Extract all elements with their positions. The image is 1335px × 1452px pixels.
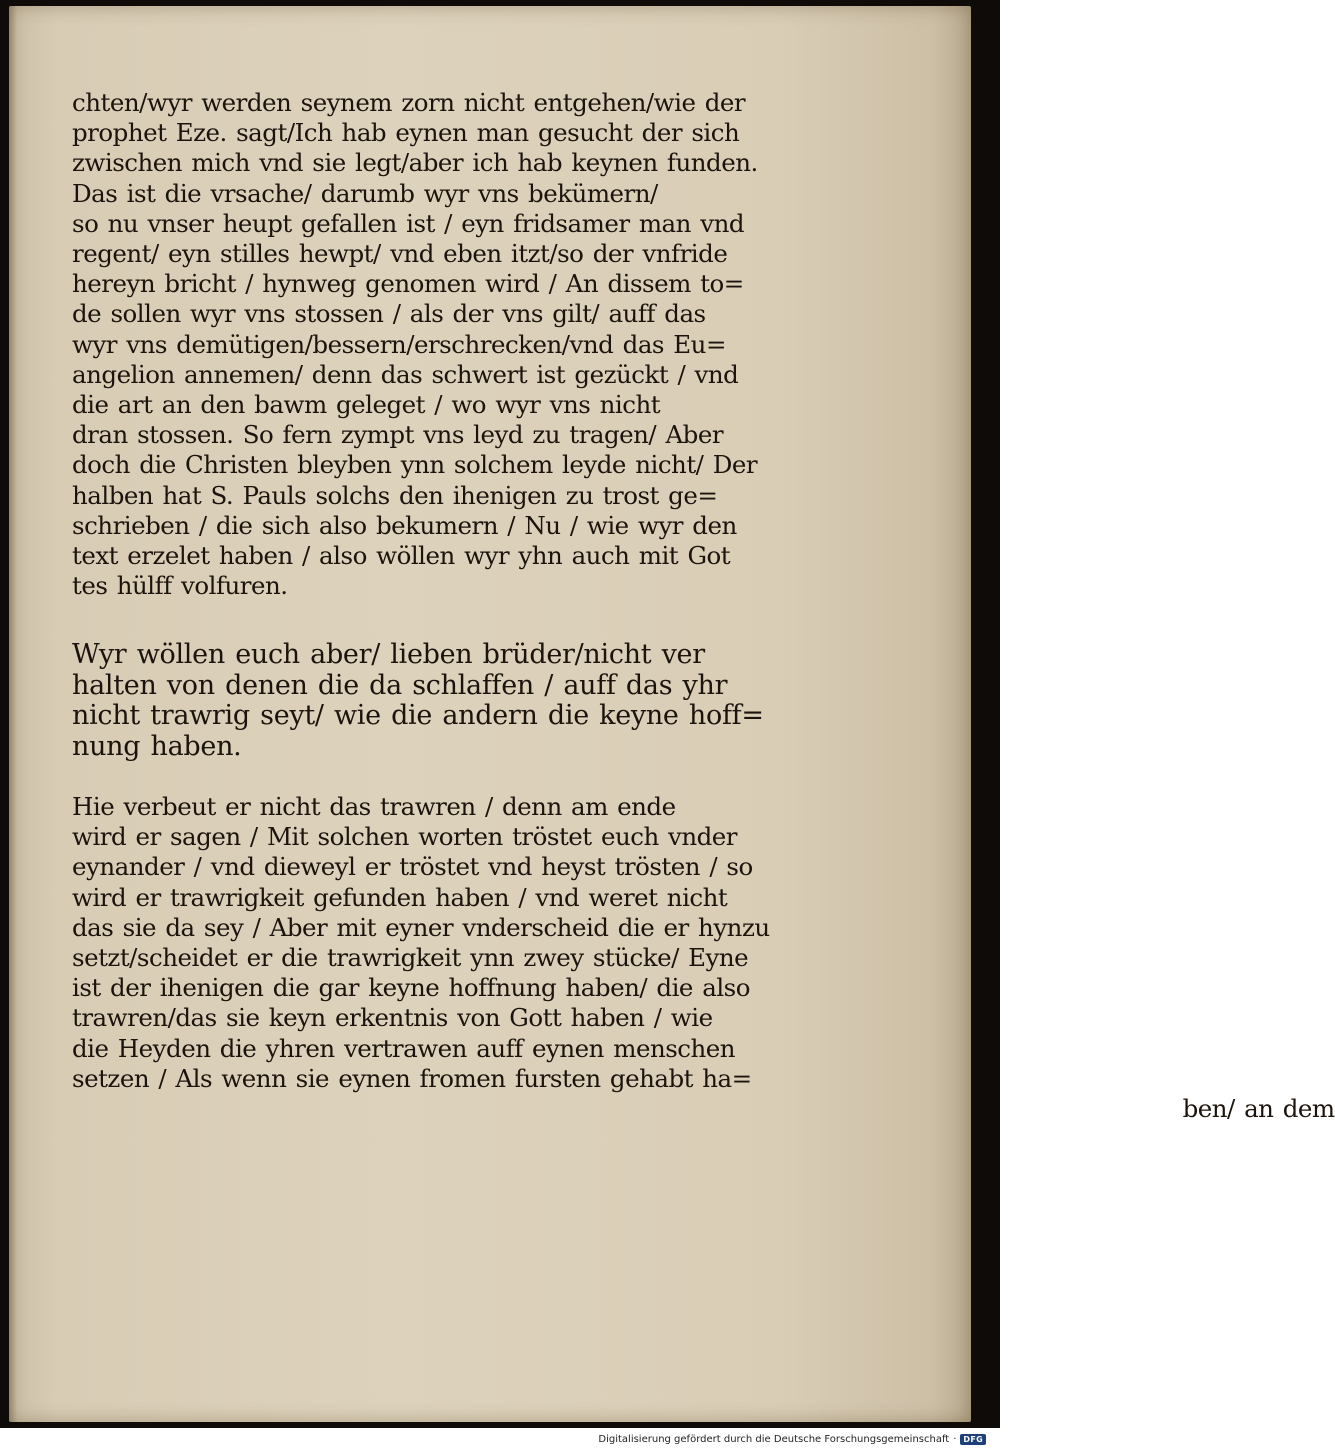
quote-line: nung haben.	[72, 730, 242, 762]
text-line: halben hat S. Pauls solchs den ihenigen zu trost ge=	[72, 480, 718, 510]
text-line: dran stossen. So fern zympt vns leyd zu tragen/ Aber	[72, 420, 724, 450]
text-block-intro	[72, 88, 758, 601]
dfg-logo-icon: DFG	[960, 1434, 986, 1445]
text-line: wird er sagen / Mit solchen worten tröstet euch vnder	[72, 822, 738, 852]
text-line: text erzelet haben / also wöllen wyr yhn auch mit Got	[72, 541, 731, 571]
text-line: de sollen wyr vns stossen / als der vns gilt/ auff das	[72, 299, 706, 329]
page-gutter-shadow	[9, 6, 17, 1422]
text-line: chten/wyr werden seynem zorn nicht entgehen/wie der	[72, 88, 746, 117]
quote-line: halten von denen die da schlaffen / auff das yhr	[72, 669, 728, 701]
text-line: Hie verbeut er nicht das trawren / denn am ende	[72, 792, 676, 821]
text-line: so nu vnser heupt gefallen ist / eyn fridsamer man vnd	[72, 208, 745, 238]
catchword: ben/ an dem	[1182, 1094, 1335, 1124]
funding-credit-text: Digitalisierung gefördert durch die Deutsche Forschungsgemeinschaft	[598, 1433, 950, 1445]
text-line: setzt/scheidet er die trawrigkeit ynn zwey stücke/ Eyne	[72, 943, 749, 973]
quote-line: nicht trawrig seyt/ wie die andern die keyne hoff=	[72, 700, 764, 731]
text-line: das sie da sey / Aber mit eyner vnderscheid die er hynzu	[72, 912, 770, 942]
funding-credit	[598, 1432, 986, 1446]
text-line: regent/ eyn stilles hewpt/ vnd eben itzt/so der vnfride	[72, 239, 728, 269]
text-line: trawren/das sie keyn erkentnis von Gott haben / wie	[72, 1003, 713, 1033]
text-line: doch die Christen bleyben ynn solchem leyde nicht/ Der	[72, 450, 758, 480]
text-line: zwischen mich vnd sie legt/aber ich hab keynen funden.	[72, 148, 758, 178]
text-line: die Heyden die yhren vertrawen auff eynen menschen	[72, 1033, 736, 1063]
text-block-commentary	[72, 792, 1335, 1124]
text-line: ist der ihenigen die gar keyne hoffnung haben/ die also	[72, 973, 750, 1003]
text-line: wyr vns demütigen/bessern/erschrecken/vnd das Eu=	[72, 329, 726, 359]
text-line: prophet Eze. sagt/Ich hab eynen man gesucht der sich	[72, 118, 740, 148]
text-line: angelion annemen/ denn das schwert ist gezückt / vnd	[72, 359, 739, 389]
text-line: schrieben / die sich also bekumern / Nu / wie wyr den	[72, 510, 737, 540]
scripture-quote	[72, 640, 764, 762]
text-line: eynander / vnd dieweyl er tröstet vnd heyst trösten / so	[72, 852, 753, 882]
separator-dot: ·	[953, 1433, 957, 1445]
text-line: setzen / Als wenn sie eynen fromen fursten gehabt ha=	[72, 1063, 752, 1093]
text-line: wird er trawrigkeit gefunden haben / vnd weret nicht	[72, 882, 728, 912]
quote-line: Wyr wöllen euch aber/ lieben brüder/nicht ver	[72, 639, 705, 670]
text-line: hereyn bricht / hynweg genomen wird / An dissem to=	[72, 269, 744, 299]
text-line: Das ist die vrsache/ darumb wyr vns bekümern/	[72, 178, 658, 208]
text-line: tes hülff volfuren.	[72, 571, 288, 601]
text-line: die art an den bawm geleget / wo wyr vns nicht	[72, 390, 661, 420]
